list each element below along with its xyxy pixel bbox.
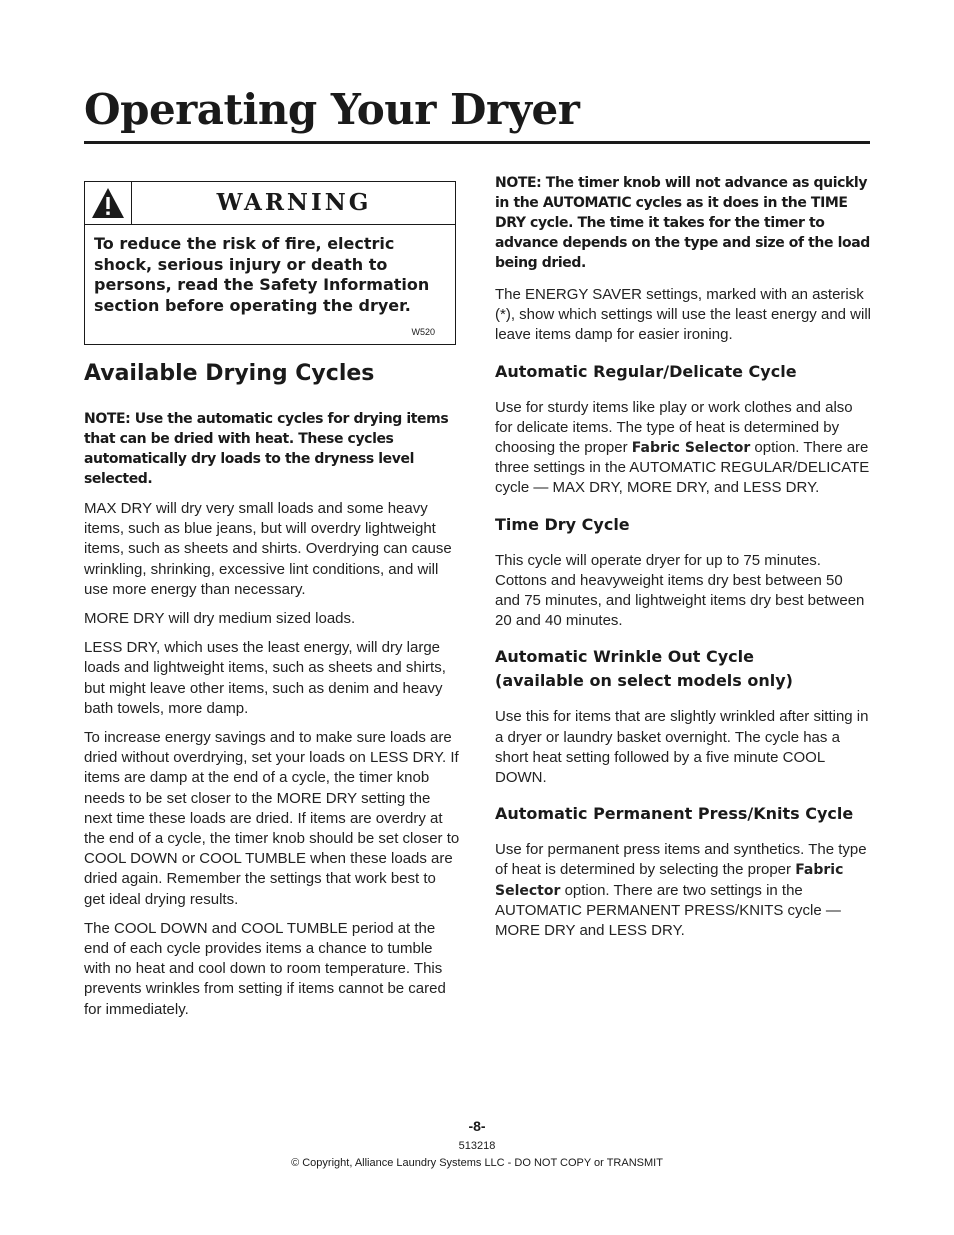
document-number: 513218 bbox=[458, 1140, 496, 1152]
more-dry-paragraph: MORE DRY will dry medium sized loads. bbox=[84, 610, 356, 628]
warning-triangle-icon bbox=[85, 182, 132, 224]
energy-saver-paragraph: The ENERGY SAVER settings, marked with an asterisk (*), show which settings will use the least energy and will leave items damp for easier ironing. bbox=[495, 286, 872, 344]
wrinkle-out-heading-line1: Automatic Wrinkle Out Cycle bbox=[495, 647, 754, 667]
warning-code: W520 bbox=[411, 327, 435, 337]
perm-press-text-before: Use for permanent press items and synthetics. The type of heat is determined by selecting the proper bbox=[495, 841, 867, 879]
right-column bbox=[495, 173, 871, 955]
title-divider bbox=[84, 141, 870, 144]
left-column bbox=[84, 173, 460, 1029]
warning-title: WARNING bbox=[216, 189, 372, 216]
wrinkle-out-paragraph: Use this for items that are slightly wrinkled after sitting in a dryer or laundry basket overnight. The cycle has a short heat setting followed by a five minute COOL DOWN. bbox=[495, 708, 869, 787]
page-number: -8- bbox=[468, 1118, 486, 1134]
less-dry-paragraph: LESS DRY, which uses the least energy, will dry large loads and lightweight items, such as sheets and shirts, but might leave other items, such as denim and heavy bath towels, more damp. bbox=[84, 639, 446, 717]
auto-regular-text-after: option. There are three settings in the AUTOMATIC REGULAR/DELICATE cycle — MAX DRY, MORE DRY, and LESS DRY. bbox=[495, 439, 870, 497]
wrinkle-out-heading-line2: (available on select models only) bbox=[495, 671, 793, 691]
energy-savings-paragraph: To increase energy savings and to make sure loads are dried without overdrying, set your loads on LESS DRY. If items are damp at the end of a cycle, the timer knob needs to be set closer to the MORE DRY setting the next time these loads are dried. If items are overdry at the end of a cycle, the timer knob should be set closer to COOL DOWN or COOL TUMBLE when these loads are dried again. Remember the settings that work best to get ideal drying results. bbox=[84, 729, 460, 908]
auto-regular-text-before: Use for sturdy items like play or work clothes and also for delicate items. The type of heat is determined by choosing the proper bbox=[495, 398, 853, 457]
perm-press-heading: Automatic Permanent Press/Knits Cycle bbox=[495, 804, 854, 824]
auto-regular-paragraph bbox=[495, 398, 871, 499]
perm-press-text-after: option. There are two settings in the AUTOMATIC PERMANENT PRESS/KNITS cycle — MORE DRY and LESS DRY. bbox=[495, 881, 841, 940]
perm-press-paragraph bbox=[495, 840, 871, 941]
automatic-cycles-note: NOTE: Use the automatic cycles for drying items that can be dried with heat. These cycles automatically dry loads to the dryness level selected. bbox=[84, 411, 449, 487]
fabric-selector-term: Fabric Selector bbox=[495, 862, 844, 899]
warning-text: To reduce the risk of fire, electric shock, serious injury or death to persons, read the Safety Information section before operating the dryer. bbox=[94, 234, 430, 315]
auto-regular-heading: Automatic Regular/Delicate Cycle bbox=[495, 361, 797, 381]
wrinkle-out-heading bbox=[495, 645, 871, 693]
time-dry-heading: Time Dry Cycle bbox=[495, 514, 630, 534]
fabric-selector-term: Fabric Selector bbox=[631, 440, 751, 457]
max-dry-paragraph: MAX DRY will dry very small loads and some heavy items, such as blue jeans, but will overdry lightweight items, such as sheets and shirts. Overdrying can cause wrinkling, shrinking, excessive lint conditions, and will use more energy than necessary. bbox=[84, 500, 452, 598]
section-title: Available Drying Cycles bbox=[84, 361, 375, 386]
time-dry-paragraph: This cycle will operate dryer for up to 75 minutes. Cottons and heavyweight items dry best between 50 and 75 minutes, and lightweight items dry best between 20 and 40 minutes. bbox=[495, 551, 865, 630]
cool-down-paragraph: The COOL DOWN and COOL TUMBLE period at the end of each cycle provides items a chance to tumble with no heat and cool down to room temperature. This prevents wrinkles from setting if items cannot be cared for immediately. bbox=[84, 919, 446, 1018]
warning-box bbox=[84, 181, 456, 345]
warning-header bbox=[85, 182, 455, 225]
page-title: Operating Your Dryer bbox=[84, 85, 580, 134]
copyright-notice: © Copyright, Alliance Laundry Systems LLC - DO NOT COPY or TRANSMIT bbox=[291, 1157, 663, 1169]
timer-knob-note: NOTE: The timer knob will not advance as quickly in the AUTOMATIC cycles as it does in the TIME DRY cycle. The time it takes for the timer to advance depends on the type and size of the load being dried. bbox=[495, 175, 870, 271]
